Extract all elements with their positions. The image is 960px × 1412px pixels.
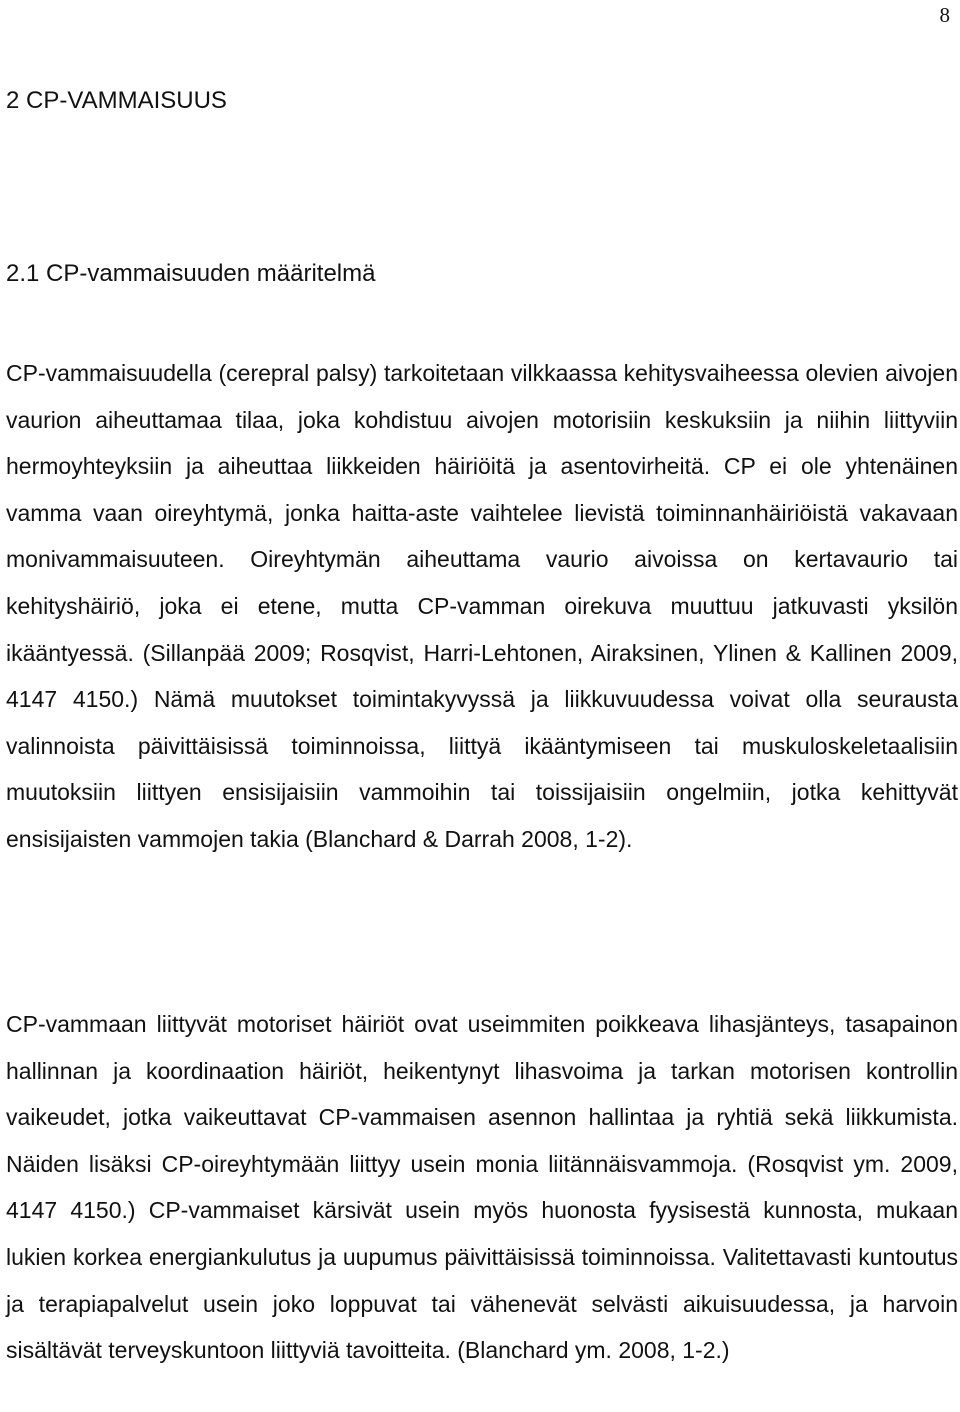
chapter-heading: 2 CP-VAMMAISUUS xyxy=(6,87,227,114)
section-heading: 2.1 CP-vammaisuuden määritelmä xyxy=(6,260,376,287)
body-paragraph-2: CP-vammaan liittyvät motoriset häiriöt ovat useimmiten poikkeava lihasjänteys, tasapainon hallinnan ja koordinaation häiriöt, heikentynyt lihasvoima ja tarkan motorisen kontrollin vaikeudet, jotka vaikeuttavat CP-vammaisen asennon hallintaa ja ryhtiä sekä liikkumista. Näiden lisäksi CP-oireyhtymään liittyy usein monia liitännäisvammoja. (Rosqvist ym. 2009, 4147 4150.) CP-vammaiset kärsivät usein myös huonosta fyysisestä kunnosta, mukaan lukien korkea energiankulutus ja uupumus päivittäisissä toiminnoissa. Valitettavasti kuntoutus ja terapiapalvelut usein joko loppuvat tai vähenevät selvästi aikuisuudessa, ja harvoin sisältävät terveyskuntoon liittyviä tavoitteita. (Blanchard ym. 2008, 1-2.) xyxy=(6,1011,958,1364)
page-number: 8 xyxy=(939,3,950,27)
body-paragraph-1: CP-vammaisuudella (cerepral palsy) tarkoitetaan vilkkaassa kehitysvaiheessa olevien aivojen vaurion aiheuttamaa tilaa, joka kohdistuu aivojen motorisiin keskuksiin ja niihin liittyviin hermoyhteyksiin ja aiheuttaa liikkeiden häiriöitä ja asentovirheitä. CP ei ole yhtenäinen vamma vaan oireyhtymä, jonka haitta-aste vaihtelee lievistä toiminnanhäiriöistä vakavaan monivammaisuuteen. Oireyhtymän aiheuttama vaurio aivoissa on kertavaurio tai kehityshäiriö, joka ei etene, mutta CP-vamman oirekuva muuttuu jatkuvasti yksilön ikääntyessä. (Sillanpää 2009; Rosqvist, Harri-Lehtonen, Airaksinen, Ylinen & Kallinen 2009, 4147 4150.) Nämä muutokset toimintakyvyssä ja liikkuvuudessa voivat olla seurausta valinnoista päivittäisissä toiminnoissa, liittyä ikääntymiseen tai muskuloskeletaalisiin muutoksiin liittyen ensisijaisiin vammoihin tai toissijaisiin ongelmiin, jotka kehittyvät ensisijaisten vammojen takia (Blanchard & Darrah 2008, 1-2). xyxy=(6,360,958,852)
